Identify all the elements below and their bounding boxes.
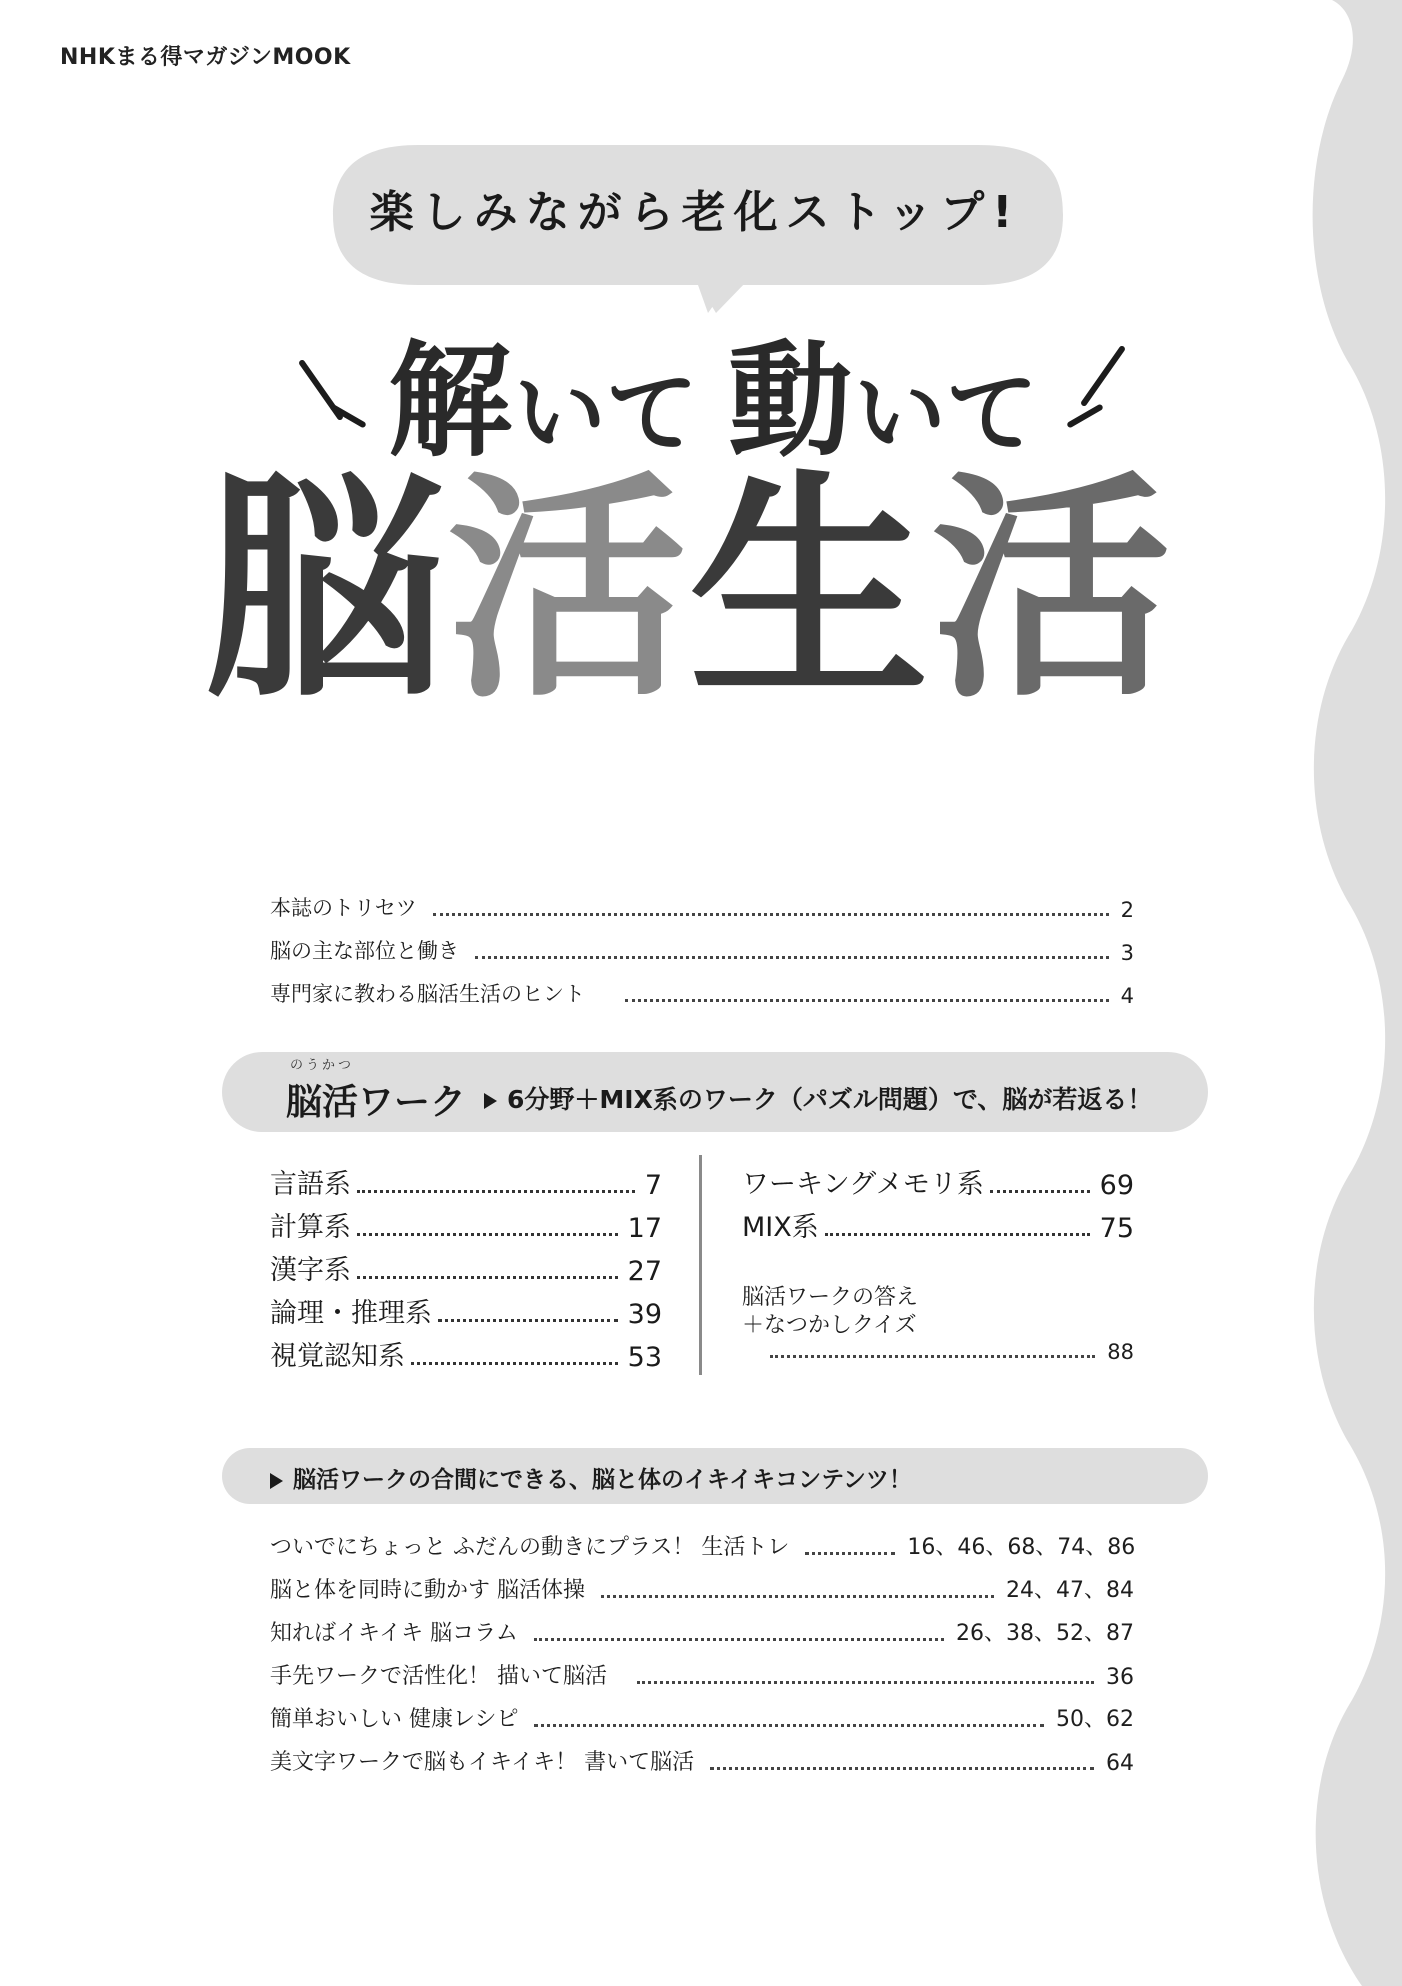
triangle-right-icon bbox=[484, 1093, 497, 1109]
toc-item-label: 脳と体を同時に動かす 脳活体操 bbox=[270, 1578, 585, 1603]
ruby-text: のうかつ bbox=[290, 1058, 355, 1073]
leader-dots bbox=[357, 1233, 618, 1236]
leader-dots bbox=[710, 1767, 1094, 1770]
toc-item[interactable] bbox=[270, 892, 1134, 922]
category-label: 言語系 bbox=[270, 1169, 351, 1200]
main-title-char: 生 bbox=[689, 450, 932, 730]
leader-dots bbox=[637, 1681, 1094, 1684]
toc-item-page: 50、62 bbox=[1056, 1707, 1134, 1732]
leader-dots bbox=[601, 1595, 994, 1598]
category-item[interactable] bbox=[742, 1162, 1134, 1201]
column-divider bbox=[699, 1155, 702, 1375]
work-banner-title: 脳活ワーク bbox=[286, 1082, 467, 1123]
category-label: 論理・推理系 bbox=[270, 1298, 432, 1329]
answers-item[interactable] bbox=[770, 1340, 1134, 1364]
decorative-wave-band bbox=[1292, 0, 1402, 1986]
subtitle-kana: いて bbox=[854, 360, 1039, 467]
toc-item-label: 美文字ワークで脳もイキイキ！ 書いて脳活 bbox=[270, 1750, 695, 1775]
main-title-char: 活 bbox=[931, 450, 1174, 730]
category-label: 漢字系 bbox=[270, 1255, 351, 1286]
toc-item-page: 26、38、52、87 bbox=[956, 1621, 1134, 1646]
category-page: 53 bbox=[627, 1342, 662, 1373]
toc-item-page: 36 bbox=[1106, 1665, 1134, 1690]
toc-item[interactable] bbox=[270, 1745, 1134, 1776]
category-item[interactable] bbox=[270, 1248, 662, 1287]
toc-item-label: ついでにちょっと ふだんの動きにプラス！ 生活トレ bbox=[270, 1535, 790, 1560]
category-page: 39 bbox=[627, 1299, 662, 1330]
toc-item-page: 3 bbox=[1120, 941, 1134, 965]
toc-item[interactable] bbox=[270, 935, 1134, 965]
toc-item-page: 24、47、84 bbox=[1006, 1578, 1134, 1603]
leader-dots bbox=[770, 1355, 1095, 1358]
leader-dots bbox=[990, 1190, 1090, 1193]
toc-item[interactable] bbox=[270, 1530, 1134, 1561]
toc-item[interactable] bbox=[270, 1702, 1134, 1733]
bubble-text: 楽しみながら老化ストップ! bbox=[369, 187, 1021, 238]
work-banner-desc: 6分野＋MIX系のワーク（パズル問題）で、脳が若返る！ bbox=[484, 1080, 1152, 1116]
main-title-char: 脳 bbox=[205, 450, 448, 730]
leader-dots bbox=[433, 913, 1109, 916]
subtitle-kana: いて bbox=[514, 360, 699, 467]
category-item[interactable] bbox=[742, 1205, 1134, 1244]
category-page: 27 bbox=[627, 1256, 662, 1287]
main-title-char: 活 bbox=[447, 450, 690, 730]
leader-dots bbox=[805, 1552, 895, 1555]
answers-page: 88 bbox=[1107, 1340, 1134, 1364]
toc-item[interactable] bbox=[270, 1573, 1134, 1604]
leader-dots bbox=[438, 1319, 618, 1322]
leader-dots bbox=[475, 956, 1109, 959]
triangle-right-icon bbox=[270, 1473, 283, 1489]
toc-item-label: 本誌のトリセツ bbox=[270, 896, 417, 920]
toc-item-label: 手先ワークで活性化！ 描いて脳活 bbox=[270, 1664, 607, 1689]
category-page: 7 bbox=[644, 1170, 662, 1201]
series-label: NHKまる得マガジンMOOK bbox=[60, 45, 351, 70]
answers-label-line1: 脳活ワークの答え bbox=[742, 1285, 919, 1310]
leader-dots bbox=[534, 1638, 944, 1641]
toc-item[interactable] bbox=[270, 1616, 1134, 1647]
leader-dots bbox=[534, 1724, 1044, 1727]
toc-item-label: 簡単おいしい 健康レシピ bbox=[270, 1707, 519, 1732]
subtitle-char: 解 bbox=[388, 330, 513, 474]
subtitle-char: 動 bbox=[728, 330, 853, 474]
toc-item-page: 4 bbox=[1120, 984, 1134, 1008]
toc-item-page: 64 bbox=[1106, 1751, 1134, 1776]
leader-dots bbox=[411, 1362, 618, 1365]
category-label: 視覚認知系 bbox=[270, 1341, 405, 1372]
category-label: ワーキングメモリ系 bbox=[742, 1169, 984, 1200]
leader-dots bbox=[625, 999, 1109, 1002]
toc-item-page: 16、46、68、74、86 bbox=[907, 1535, 1136, 1560]
category-item[interactable] bbox=[270, 1205, 662, 1244]
category-label: 計算系 bbox=[270, 1212, 351, 1243]
toc-item-page: 2 bbox=[1120, 898, 1134, 922]
category-page: 17 bbox=[627, 1213, 662, 1244]
leader-dots bbox=[357, 1190, 635, 1193]
main-title bbox=[205, 450, 1174, 770]
category-item[interactable] bbox=[270, 1334, 662, 1373]
toc-item-label: 知ればイキイキ 脳コラム bbox=[270, 1621, 518, 1646]
leader-dots bbox=[825, 1233, 1090, 1236]
toc-item-label: 専門家に教わる脳活生活のヒント bbox=[270, 982, 585, 1006]
category-item[interactable] bbox=[270, 1162, 662, 1201]
toc-item[interactable] bbox=[270, 978, 1134, 1008]
leader-dots bbox=[357, 1276, 618, 1279]
answers-label-line2: ＋なつかしクイズ bbox=[742, 1313, 917, 1338]
category-label: MIX系 bbox=[742, 1212, 819, 1243]
category-item[interactable] bbox=[270, 1291, 662, 1330]
category-page: 69 bbox=[1099, 1170, 1134, 1201]
category-page: 75 bbox=[1099, 1213, 1134, 1244]
toc-item-label: 脳の主な部位と働き bbox=[270, 939, 459, 963]
contents-banner-desc: 脳活ワークの合間にできる、脳と体のイキイキコンテンツ！ bbox=[270, 1461, 912, 1494]
toc-item[interactable] bbox=[270, 1659, 1134, 1690]
